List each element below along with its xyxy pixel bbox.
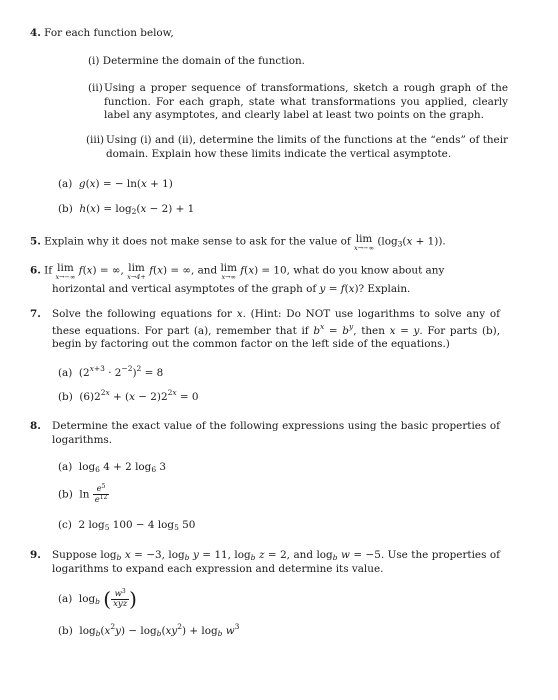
part-label: (c) — [58, 519, 72, 531]
q8-part-c: (c) 2 $\log_5 100 - 4$ $\log_5 50$ — [58, 519, 196, 532]
question-text: For each function below, — [44, 27, 174, 39]
question-number: 8. — [30, 420, 41, 432]
q4-item-iii — [86, 134, 508, 161]
part-label: (a) — [58, 367, 73, 379]
item-label: (iii) — [86, 134, 105, 146]
item-label: (i) — [88, 55, 100, 67]
question-6-line-2: horizontal and vertical asymptotes of the graph of y = f(x)? Explain. — [52, 283, 411, 295]
question-5: 5. Explain why it does not make sense to ask for the value of lim x→−∞ $(\log_3(x + 1))$. — [30, 233, 446, 253]
q9-part-b: (b) $\log_b(x^2y) - \log_b(xy^2) + \log_b w^3$ — [58, 622, 240, 638]
part-label: (b) — [58, 488, 73, 501]
part-label: (a) — [58, 461, 73, 473]
q9-part-a: (a) $\log_b$ ( $\frac{w^3}{\text{xyz}}$ ) — [58, 587, 137, 611]
item-label: (ii) — [88, 82, 103, 94]
part-label: (b) — [58, 625, 73, 637]
q4-item-ii — [88, 82, 508, 123]
limit-operator: lim x→−∞ — [55, 262, 76, 282]
question-number: 9. — [30, 549, 41, 561]
item-text: Using (i) and (ii), determine the limits of the functions at the “ends” of their domain. Explain how these limits indicate the vertical asymptote. — [106, 134, 508, 160]
q8-part-b: (b) ln $\frac{e^5}{e^{12}}$ — [58, 483, 108, 505]
q4-item-i — [88, 55, 508, 69]
question-number: 5. — [30, 235, 41, 248]
question-text: Explain why it does not make sense to ask for the value of — [44, 235, 351, 248]
question-9 — [30, 549, 500, 577]
question-text: Solve the following equations for x. (Hint: Do NOT use logarithms to solve any of these equations. For part (a), remember that if $b^x = b^y$, then x = y. For parts (b), begin by factoring out the common factor on the left side of the equations.) — [52, 308, 501, 351]
limit-operator: lim x→4+ — [127, 262, 146, 282]
q8-part-a: (a) $\log_6 4 + 2$ $\log_6 3$ — [58, 461, 167, 474]
part-label: (a) — [58, 593, 73, 606]
limit-operator: lim x→−∞ — [354, 233, 375, 253]
question-8 — [30, 420, 500, 447]
part-label: (b) — [58, 203, 73, 215]
question-6: 6. If lim x→−∞ f(x) = ∞, lim x→4+ f(x) = ∞, and lim x→∞ f(x) = 10, what do you know about any — [30, 262, 445, 282]
question-number: 4. — [30, 27, 41, 39]
question-text: Suppose $\log_b x = -3$, $\log_b y = 11$, $\log_b z = 2$, and $\log_b w = -5$. Use the properties of logarithms to expand each expression and determine its value. — [52, 549, 500, 575]
limit-operator: lim x→∞ — [220, 262, 237, 282]
part-label: (a) — [58, 178, 73, 190]
q7-part-b: (b) $(6)2^{2x} + (x - 2)2^{2x} = 0$ — [58, 388, 199, 403]
question-7 — [30, 308, 500, 352]
q7-part-a: (a) $(2^{x+3} \cdot 2^{-2})^2 = 8$ — [58, 364, 164, 379]
q4-part-b: (b) $h(x) = \log_2(x - 2) + 1$ — [58, 203, 195, 216]
question-4 — [30, 27, 530, 41]
item-text: Determine the domain of the function. — [102, 55, 305, 67]
question-number: 6. — [30, 264, 41, 277]
question-number: 7. — [30, 308, 41, 320]
item-text: Using a proper sequence of transformations, sketch a rough graph of the function. For each graph, state what transformations you applied, clearly label any asymptotes, and clearly label at least two points on the graph. — [104, 82, 508, 122]
question-text: Determine the exact value of the following expressions using the basic properties of logarithms. — [52, 420, 500, 446]
q4-part-a: (a) g(x) = − ln(x + 1) — [58, 178, 173, 190]
part-label: (b) — [58, 391, 73, 403]
